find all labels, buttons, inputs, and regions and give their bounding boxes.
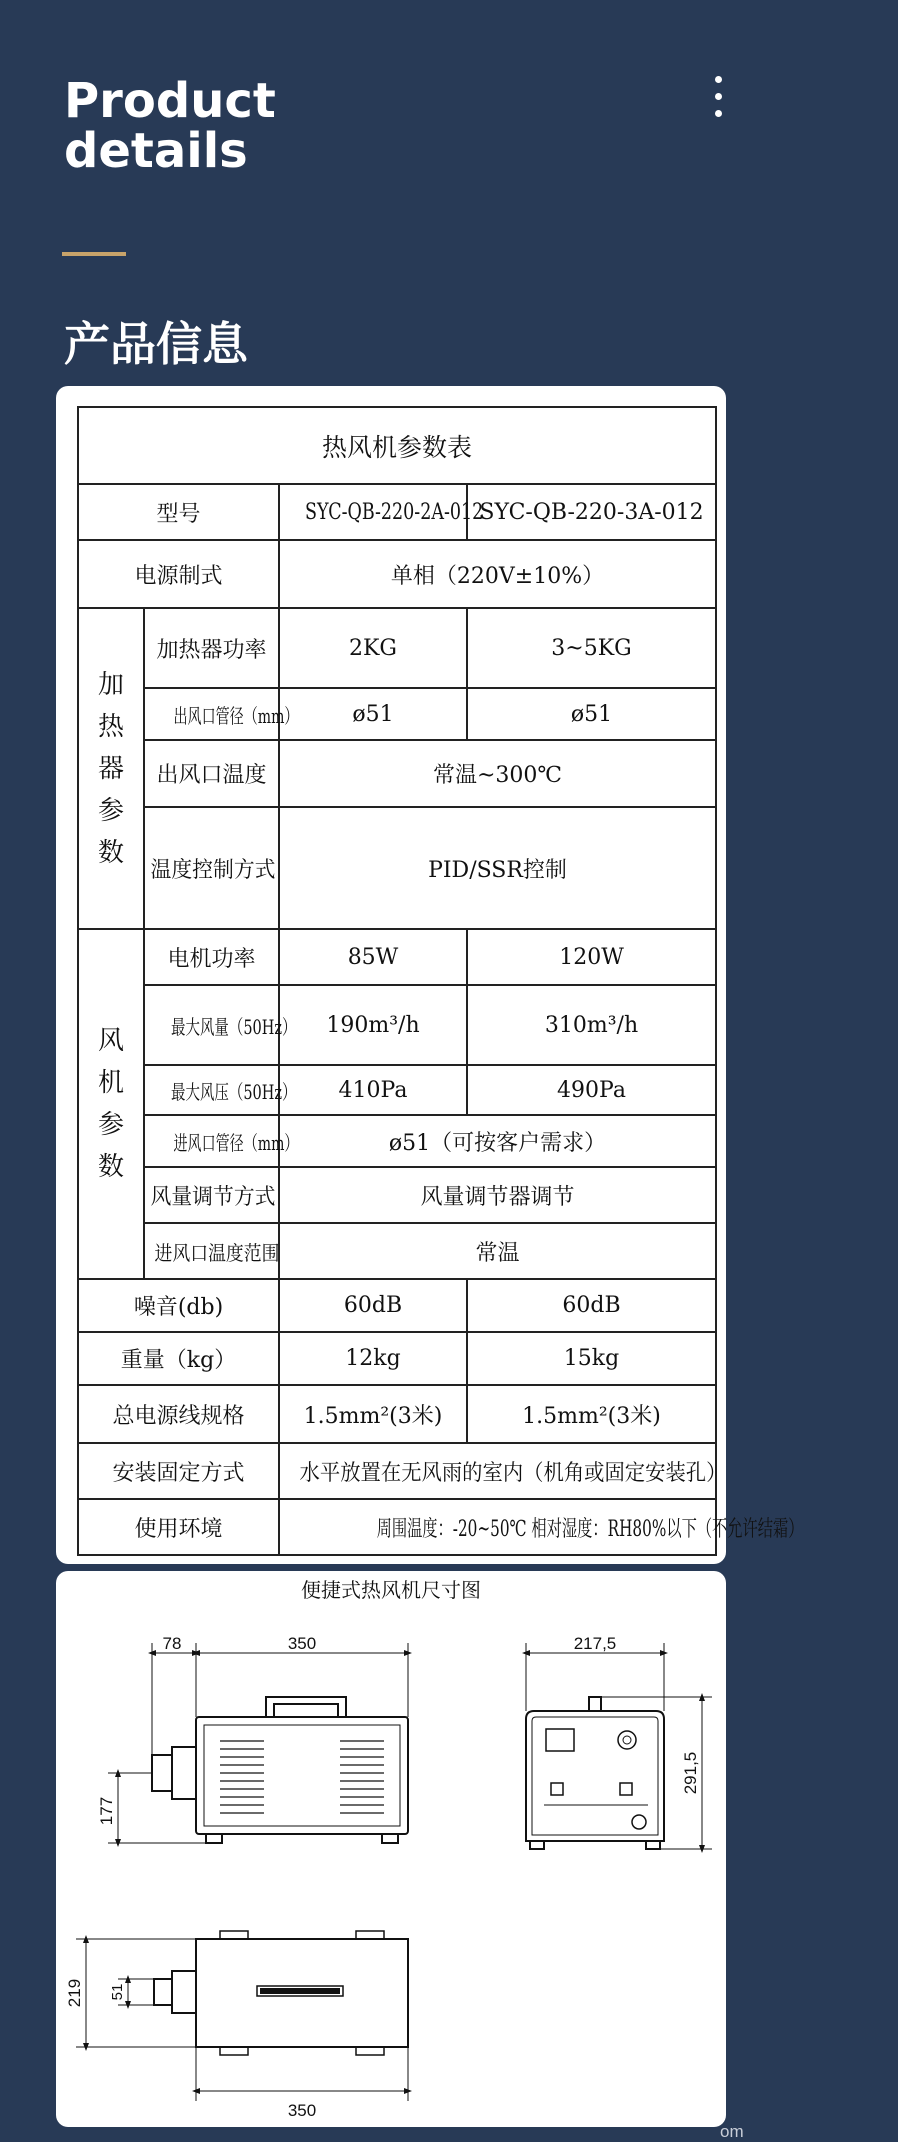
table-row bbox=[78, 407, 716, 484]
table-cell: SYC-QB-220-3A-012 bbox=[467, 484, 716, 540]
table-cell: 2KG bbox=[279, 608, 467, 688]
table-cell: 单相（220V±10%） bbox=[279, 540, 716, 608]
table-cell: ø51（可按客户需求） bbox=[279, 1115, 716, 1167]
spec-table bbox=[77, 406, 804, 1556]
dim-top-depth: 219 bbox=[65, 1978, 84, 2008]
section-title: 产品信息 bbox=[64, 317, 248, 371]
table-cell: 风量调节方式 bbox=[144, 1167, 279, 1223]
more-vertical-icon[interactable] bbox=[714, 76, 724, 124]
dim-front-inlet: 78 bbox=[162, 1634, 182, 1653]
watermark: om bbox=[720, 2122, 744, 2141]
table-row bbox=[78, 1332, 716, 1385]
table-row bbox=[78, 1167, 716, 1223]
table-cell: 3~5KG bbox=[467, 608, 716, 688]
table-cell: 型号 bbox=[78, 484, 279, 540]
table-row bbox=[78, 688, 716, 740]
table-cell: ø51 bbox=[467, 688, 716, 740]
fan-group-label: 风 机 参 数 bbox=[78, 929, 144, 1279]
hero-title bbox=[64, 73, 276, 179]
table-cell: 电机功率 bbox=[144, 929, 279, 985]
table-cell: 1.5mm²(3米) bbox=[467, 1385, 716, 1443]
dimension-drawing bbox=[56, 1571, 726, 2127]
top-view bbox=[76, 1931, 408, 2101]
heater-group-label: 加 热 器 参 数 bbox=[78, 608, 144, 929]
table-cell: 使用环境 bbox=[78, 1499, 279, 1555]
dim-top-inlet: 51 bbox=[109, 1983, 126, 2001]
table-cell: 水平放置在无风雨的室内（机角或固定安装孔） bbox=[279, 1443, 716, 1499]
spec-card bbox=[56, 386, 804, 1564]
table-cell: 常温~300℃ bbox=[279, 740, 716, 807]
table-cell: 电源制式 bbox=[78, 540, 279, 608]
table-cell: 温度控制方式 bbox=[144, 807, 279, 929]
table-cell: 最大风压（50Hz） bbox=[144, 1065, 279, 1115]
table-cell: 60dB bbox=[279, 1279, 467, 1332]
table-cell: 120W bbox=[467, 929, 716, 985]
table-cell: 410Pa bbox=[279, 1065, 467, 1115]
table-cell: SYC-QB-220-2A-012 bbox=[279, 484, 467, 540]
dim-side-width: 217,5 bbox=[573, 1634, 617, 1653]
table-cell: 出风口温度 bbox=[144, 740, 279, 807]
dim-side-height: 291,5 bbox=[681, 1751, 700, 1795]
table-row bbox=[78, 1223, 716, 1279]
table-cell: 190m³/h bbox=[279, 985, 467, 1065]
table-cell: 出风口管径（mm） bbox=[144, 688, 279, 740]
table-cell: 60dB bbox=[467, 1279, 716, 1332]
table-cell: 12kg bbox=[279, 1332, 467, 1385]
dim-front-height: 177 bbox=[97, 1796, 116, 1826]
table-cell: 安装固定方式 bbox=[78, 1443, 279, 1499]
table-row bbox=[78, 807, 716, 929]
table-cell: 加热器功率 bbox=[144, 608, 279, 688]
table-cell: 进风口温度范围 bbox=[144, 1223, 279, 1279]
table-row bbox=[78, 1115, 716, 1167]
table-title: 热风机参数表 bbox=[78, 407, 716, 484]
hero-title-line1: Product bbox=[64, 73, 276, 129]
table-cell: 重量（kg） bbox=[78, 1332, 279, 1385]
table-row bbox=[78, 1065, 716, 1115]
table-row bbox=[78, 1443, 716, 1499]
table-row bbox=[78, 929, 716, 985]
table-cell: 进风口管径（mm） bbox=[144, 1115, 279, 1167]
hero-title-line2: details bbox=[64, 123, 248, 179]
table-cell: 总电源线规格 bbox=[78, 1385, 279, 1443]
table-row bbox=[78, 985, 716, 1065]
table-cell: ø51 bbox=[279, 688, 467, 740]
table-cell: 490Pa bbox=[467, 1065, 716, 1115]
table-cell: 周围温度：-20~50℃ 相对湿度：RH80%以下（不允许结霜） bbox=[279, 1499, 716, 1555]
dimension-card bbox=[56, 1571, 726, 2127]
table-row bbox=[78, 1499, 716, 1555]
table-row bbox=[78, 540, 716, 608]
table-row bbox=[78, 1385, 716, 1443]
table-cell: 噪音(db) bbox=[78, 1279, 279, 1332]
table-cell: 风量调节器调节 bbox=[279, 1167, 716, 1223]
table-cell: 最大风量（50Hz） bbox=[144, 985, 279, 1065]
side-view bbox=[526, 1643, 712, 1849]
dim-front-width: 350 bbox=[287, 1634, 317, 1653]
table-cell: 15kg bbox=[467, 1332, 716, 1385]
accent-divider bbox=[62, 252, 126, 256]
table-row bbox=[78, 740, 716, 807]
table-cell: 常温 bbox=[279, 1223, 716, 1279]
table-cell: 85W bbox=[279, 929, 467, 985]
table-cell: 310m³/h bbox=[467, 985, 716, 1065]
front-view bbox=[108, 1643, 408, 1843]
table-row bbox=[78, 608, 716, 688]
table-cell: PID/SSR控制 bbox=[279, 807, 716, 929]
dim-top-width: 350 bbox=[287, 2101, 317, 2120]
table-cell: 1.5mm²(3米) bbox=[279, 1385, 467, 1443]
table-row bbox=[78, 484, 716, 540]
drawing-title: 便捷式热风机尺寸图 bbox=[301, 1580, 481, 1602]
table-row bbox=[78, 1279, 716, 1332]
